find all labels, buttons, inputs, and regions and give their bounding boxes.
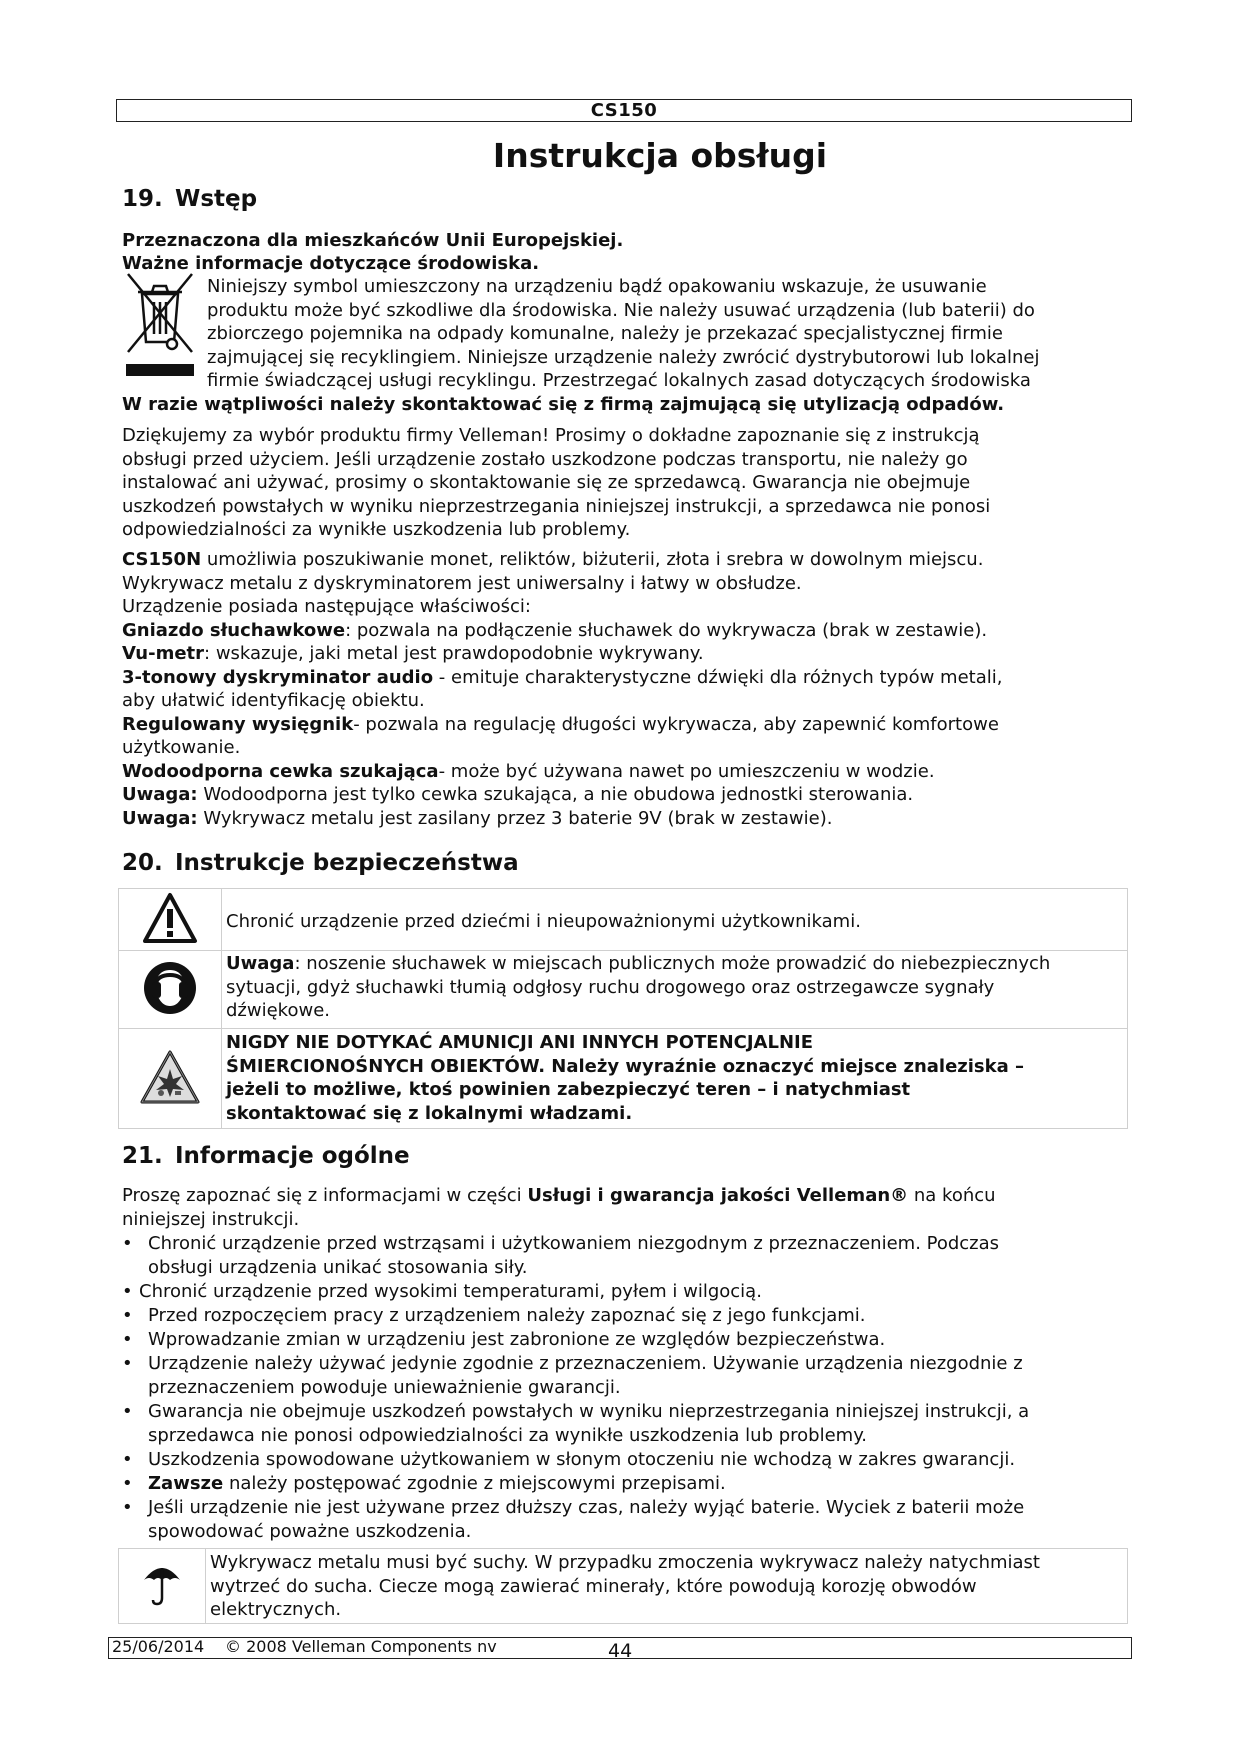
product-code: CS150N (122, 549, 202, 570)
env-notice: Ważne informacje dotyczące środowiska. (122, 253, 540, 274)
section-19-heading (122, 186, 257, 212)
weee-paragraph: Niniejszy symbol umieszczony na urządzeniu bądź opakowaniu wskazuje, że usuwanie produktu może być szkodliwe dla środowiska. Nie należy usuwać urządzenia (lub baterii) do zbiorczego pojemnika na odpady komunalne, należy je przekazać specjalistycznej firmie zajmującej się recyklingiem. Niniejsze urządzenie należy zwrócić dystrybutorowi lub lokalnej firmie świadczącej usługi recyklingu. Przestrzegać lokalnych zasad dotyczących środowiska (207, 276, 1040, 391)
safety-text: Chronić urządzenie przed dziećmi i nieupoważnionymi użytkownikami. (222, 889, 1128, 951)
model-header: CS150 (590, 100, 658, 121)
note-item: Uwaga: Wykrywacz metalu jest zasilany przez 3 baterie 9V (brak w zestawie). (122, 807, 833, 829)
section-number: 19. (122, 186, 163, 212)
section-title: Wstęp (175, 186, 258, 212)
section-number: 21. (122, 1143, 163, 1169)
safety-row (119, 1029, 1128, 1129)
moisture-text: Wykrywacz metalu musi być suchy. W przypadku zmoczenia wykrywacz należy natychmiast wytrzeć do sucha. Ciecze mogą zawierać minerały, które powodują korozję obwodów elektrycznych. (206, 1549, 1128, 1624)
safety-row (119, 951, 1128, 1029)
safety-table (118, 888, 1128, 1129)
eu-notice: Przeznaczona dla mieszkańców Unii Europejskiej. (122, 230, 624, 251)
footer-copyright: © 2008 Velleman Components nv (225, 1637, 497, 1656)
feature-item: Regulowany wysięgnik- pozwala na regulację długości wykrywacza, aby zapewnić komfortowe (122, 713, 999, 735)
explosive-hazard-icon (139, 1049, 201, 1105)
page-number: 44 (608, 1640, 633, 1662)
note-item: Uwaga: Wodoodporna jest tylko cewka szukająca, a nie obudowa jednostki sterowania. (122, 784, 914, 805)
general-intro: Proszę zapoznać się z informacjami w części Usługi i gwarancja jakości Velleman® na końcu niniejszej instrukcji. (122, 1185, 996, 1230)
section-number: 20. (122, 850, 163, 876)
footer-date: 25/06/2014 (112, 1637, 205, 1656)
features-paragraph: CS150N umożliwia poszukiwanie monet, reliktów, biżuterii, złota i srebra w dowolnym miejscu. Wykrywacz metalu z dyskryminatorem jest uniwersalny i łatwy w obsłudze. Urządzenie posiada następujące właściwości: Gniazdo słuchawkowe: pozwala na podłączenie słuchawek do wykrywacza (brak w zestawie). Vu-metr: wskazuje, jaki metal jest prawdopodobnie wykrywany. 3-tonowy dyskryminator audio - emituje charakterystyczne dźwięki dla różnych typów metali, aby ułatwić identyfikację obiektu. Regulowany wysięgnik- pozwala na regulację długości wykrywacza, aby zapewnić komfortowe użytkowanie. Wodoodporna cewka szukająca- może być używana nawet po umieszczeniu w wodzie. Uwaga: Wodoodporna jest tylko cewka szukająca, a nie obudowa jednostki sterowania. Uwaga: Wykrywacz metalu jest zasilany przez 3 baterie 9V (brak w zestawie). (122, 548, 1132, 830)
feature-item: Wodoodporna cewka szukająca- może być używana nawet po umieszczeniu w wodzie. (122, 760, 935, 782)
feature-item: Vu-metr: wskazuje, jaki metal jest prawdopodobnie wykrywany. (122, 643, 704, 664)
section-title: Instrukcje bezpieczeństwa (175, 850, 519, 876)
document-title: Instrukcja obsługi (492, 136, 828, 175)
thanks-paragraph: Dziękujemy za wybór produktu firmy Velleman! Prosimy o dokładne zapoznanie się z instrukcją obsługi przed użyciem. Jeśli urządzenie zostało uszkodzone podczas transportu, nie należy go instalować ani używać, prosimy o skontaktowanie się ze sprzedawcą. Gwarancja nie obejmuje uszkodzeń powstałych w wyniku nieprzestrzegania niniejszej instrukcji, a sprzedawca nie ponosi odpowiedzialności za wynikłe uszkodzenia lub problemy. (122, 425, 991, 540)
section-title: Informacje ogólne (175, 1143, 410, 1169)
section-21-heading (122, 1143, 410, 1169)
moisture-row (119, 1549, 1128, 1624)
umbrella-icon (142, 1560, 182, 1608)
warning-triangle-icon (142, 892, 198, 944)
recycling-contact-notice: W razie wątpliwości należy skontaktować się z firmą zajmującą się utylizacją odpadów. (122, 394, 1005, 415)
feature-item: 3-tonowy dyskryminator audio - emituje charakterystyczne dźwięki dla różnych typów metali, (122, 666, 1003, 688)
section-20-heading (122, 850, 519, 876)
safety-row (119, 889, 1128, 951)
weee-bin-icon (122, 272, 198, 382)
feature-item: Gniazdo słuchawkowe: pozwala na podłączenie słuchawek do wykrywacza (brak w zestawie). (122, 619, 988, 641)
safety-text: Uwaga: noszenie słuchawek w miejscach publicznych może prowadzić do niebezpiecznych sytuacji, gdyż słuchawki tłumią odgłosy ruchu drogowego oraz ostrzegawcze sygnały dźwiękowe. (222, 951, 1128, 1029)
hearing-protection-icon (142, 960, 198, 1016)
safety-text: NIGDY NIE DOTYKAĆ AMUNICJI ANI INNYCH POTENCJALNIE ŚMIERCIONOŚNYCH OBIEKTÓW. Należy wyraźnie oznaczyć miejsce znaleziska – jeżeli to możliwe, ktoś powinien zabezpieczyć teren – i natychmiast skontaktować się z lokalnymi władzami. (222, 1029, 1128, 1129)
moisture-warning-table (118, 1548, 1128, 1624)
